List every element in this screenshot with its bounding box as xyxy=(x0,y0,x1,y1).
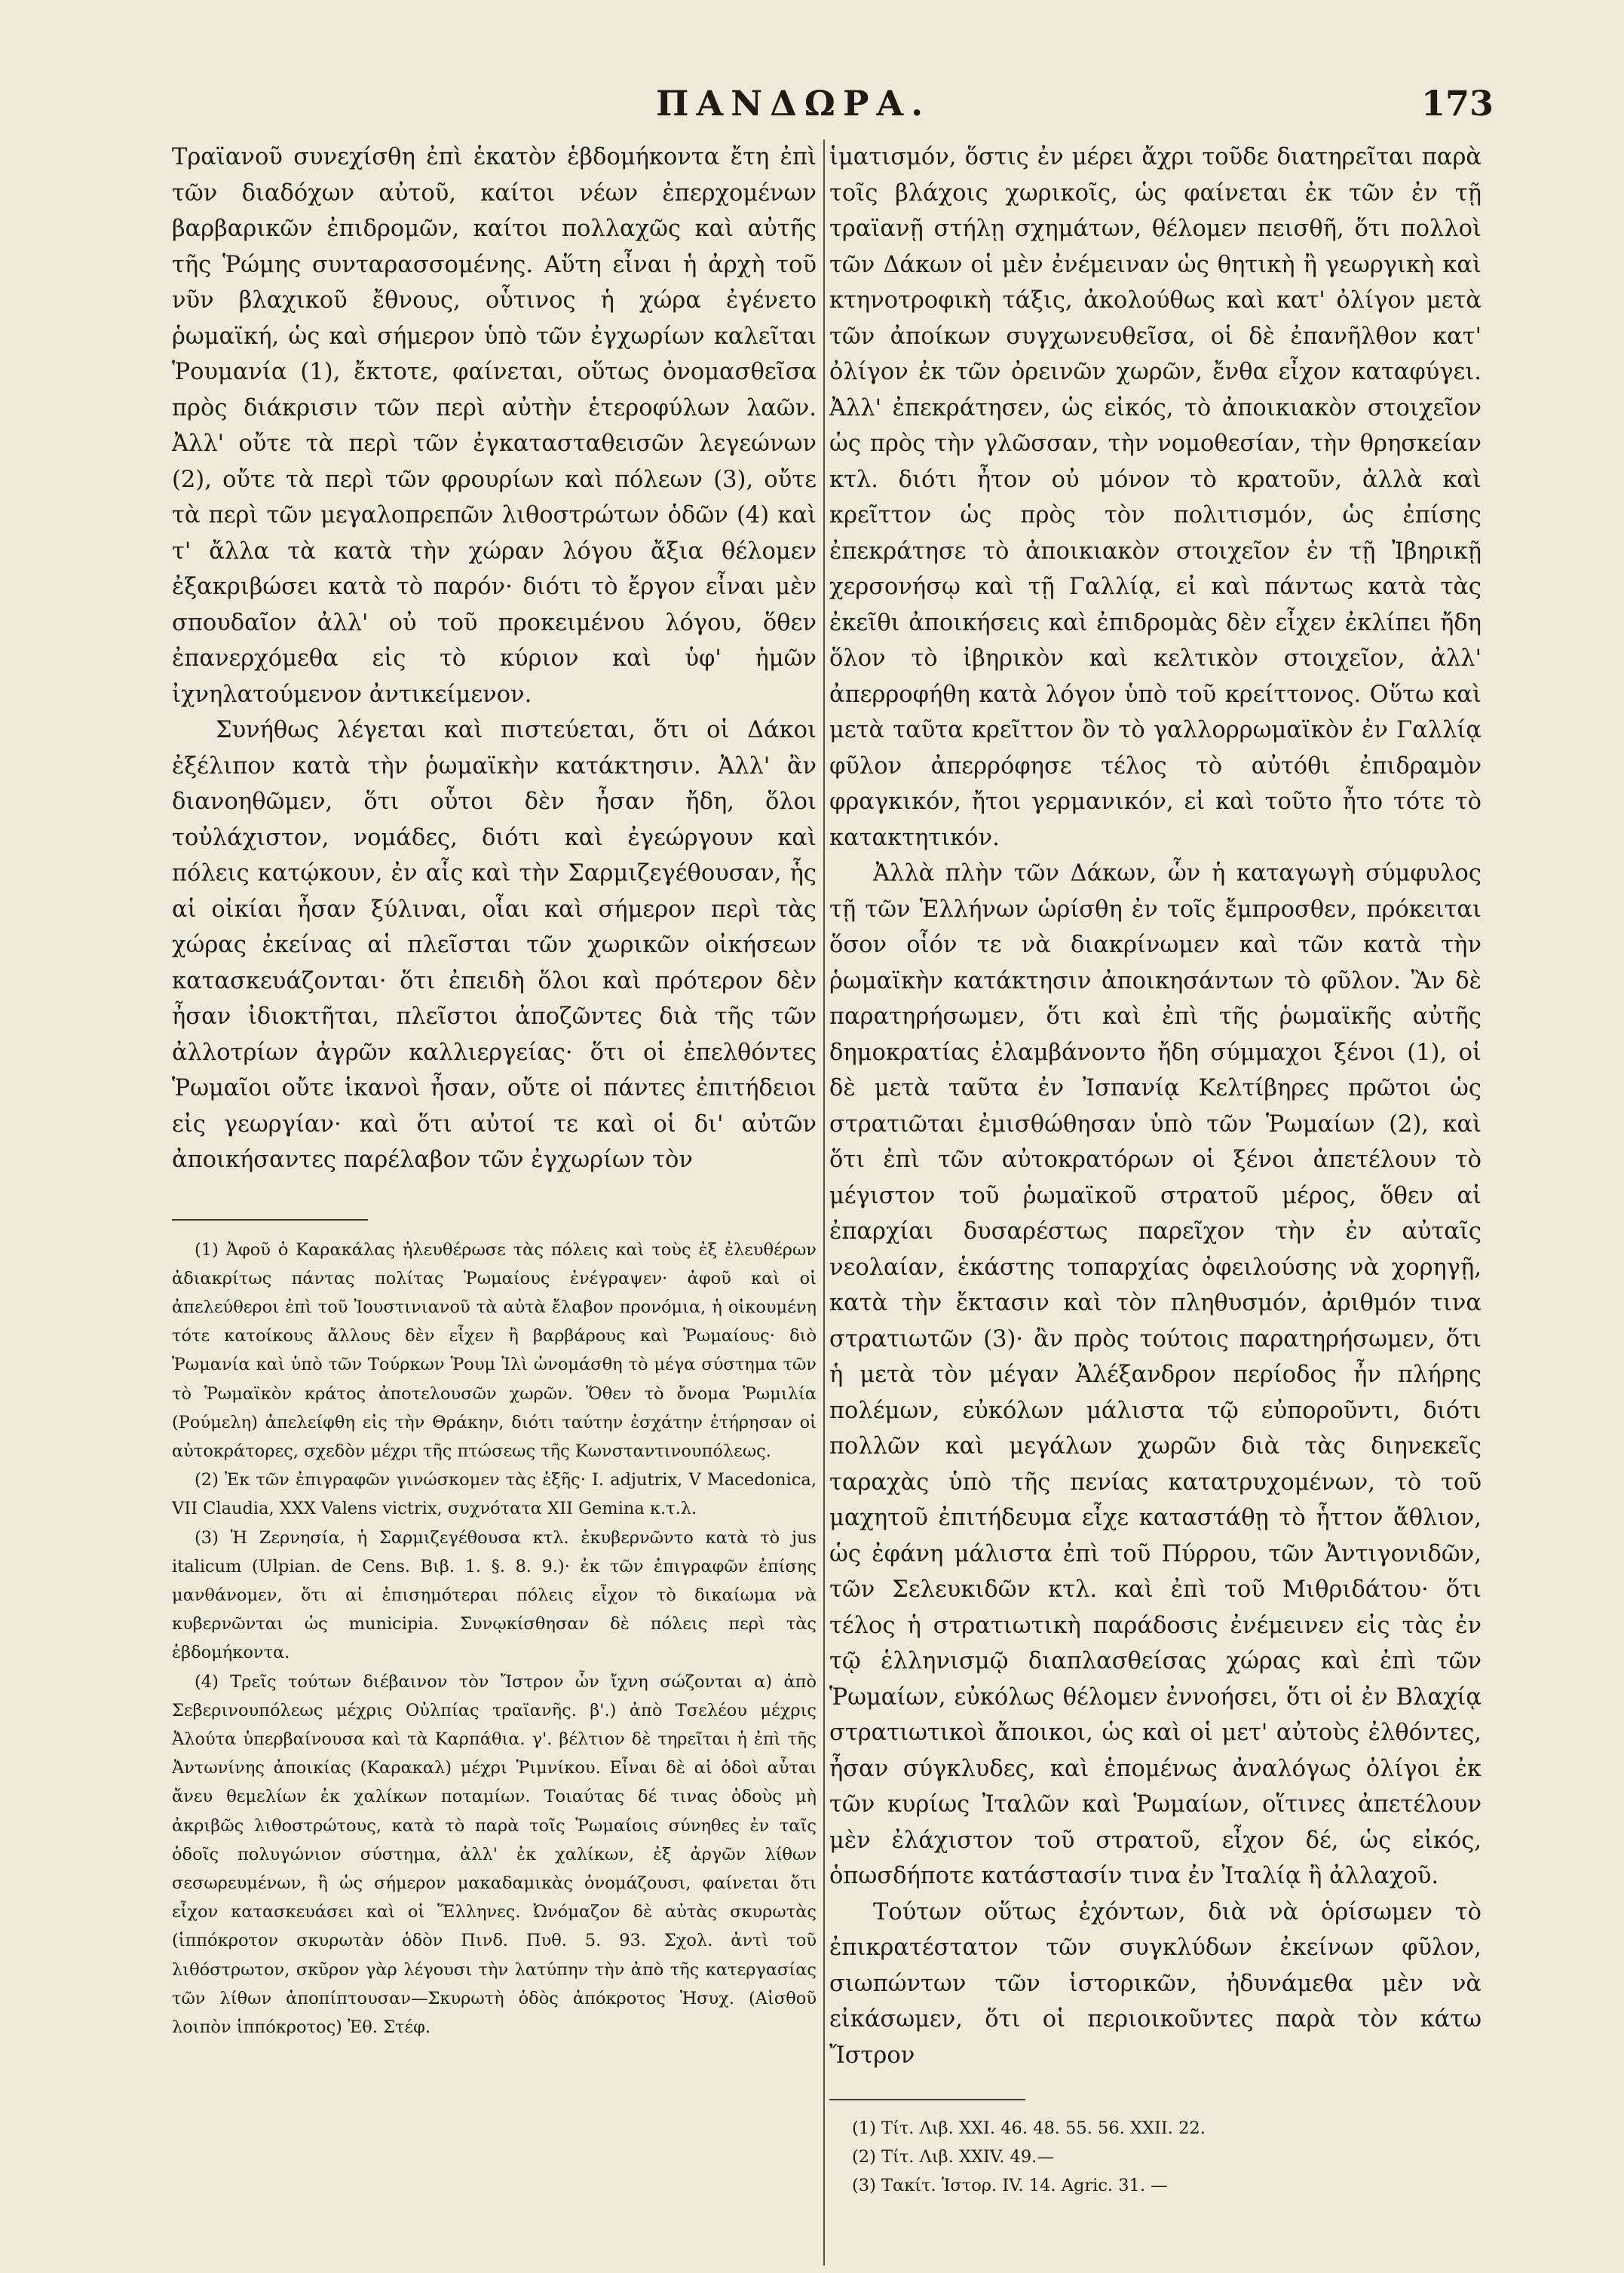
right-paragraph-3: Τούτων οὕτως ἐχόντων, διὰ νὰ ὁρίσωμεν τὸ ἐπικρατέστατον τῶν συγκλύδων ἐκείνων φῦλον, σιωπώντων τῶν ἱστορικῶν, ἠδυνάμεθα μὲν νὰ εἰκάσωμεν, ὅτι οἱ περιοικοῦντες παρὰ τὸν κάτω Ἴστρον xyxy=(829,1898,1482,2069)
page-number: 173 xyxy=(1421,83,1494,124)
footnote-left-1: (1) Ἀφοῦ ὁ Καρακάλας ἠλευθέρωσε τὰς πόλεις καὶ τοὺς ἐξ ἐλευθέρων ἀδιακρίτως πάντας πολίτας Ῥωμαίους ἐνέγραψεν· ἀφοῦ καὶ οἱ ἀπελεύθεροι ἐπὶ τοῦ Ἰουστινιανοῦ τὰ αὐτὰ ἔλαβον προνόμια, ἡ οἰκουμένη τότε κατοίκους ἄλλους δὲν εἶχεν ἢ βαρβάρους καὶ Ῥωμαίους· διὸ Ῥωμανία καὶ ὑπὸ τῶν Τούρκων Ῥουμ Ἰλὶ ὠνομάσθη τὸ μέγα σύστημα τῶν τὸ Ῥωμαϊκὸν κράτος ἀποτελουσῶν χωρῶν. Ὅθεν τὸ ὄνομα Ῥωμιλία (Ρούμελη) ἀπελείφθη εἰς τὴν Θράκην, διότι ταύτην ἐσχάτην ἐτήρησαν οἱ αὐτοκράτορες, σχεδὸν μέχρι τῆς πτώσεως τῆς Κωνσταντινουπόλεως. xyxy=(172,1239,817,1461)
footnote-right-2: (2) Τίτ. Λιβ. XXIV. 49.— xyxy=(852,2147,1054,2167)
running-head xyxy=(0,83,1624,136)
right-paragraph-1: ἱματισμόν, ὅστις ἐν μέρει ἄχρι τοῦδε διατηρεῖται παρὰ τοῖς βλάχοις χωρικοῖς, ὡς φαίνεται ἐκ τῶν ἐν τῇ τραϊανῇ στήλῃ σχημάτων, θέλομεν πεισθῆ, ὅτι πολλοὶ τῶν Δάκων οἱ μὲν ἐνέμειναν ὡς θητικὴ ἢ γεωργικὴ καὶ κτηνοτροφικὴ τάξις, ἀκολούθως καὶ κατ' ὀλίγον μετὰ τῶν ἀποίκων συγχωνευθεῖσα, οἱ δὲ ἐπανῆλθον κατ' ὀλίγον ἐκ τῶν ὀρεινῶν χωρῶν, ἔνθα εἶχον καταφύγει. Ἀλλ' ἐπεκράτησεν, ὡς εἰκός, τὸ ἀποικιακὸν στοιχεῖον ὡς πρὸς τὴν γλῶσσαν, τὴν νομοθεσίαν, τὴν θρησκείαν κτλ. διότι ἦτον οὐ μόνον τὸ κρατοῦν, ἀλλὰ καὶ κρεῖττον ὡς πρὸς τὸν πολιτισμόν, ὡς ἐπίσης ἐπεκράτησε τὸ ἀποικιακὸν στοιχεῖον ἐν τῇ Ἰβηρικῇ χερσονήσῳ καὶ τῇ Γαλλίᾳ, εἰ καὶ πάντως κατὰ τὰς ἐκεῖθι ἀποικήσεις καὶ ἐπιδρομὰς δὲν εἶχεν ἐκλίπει ἤδη ὅλον τὸ ἰβηρικὸν καὶ κελτικὸν στοιχεῖον, ἀλλ' ἀπερροφήθη κατὰ λόγον ὑπὸ τοῦ κρείττονος. Οὕτω καὶ μετὰ ταῦτα κρεῖττον ὂν τὸ γαλλορρωμαϊκὸν ἐν Γαλλίᾳ φῦλον ἀπερρόφησε τέλος τὸ αὐτόθι ἐπιδραμὸν φραγκικόν, ἤτοι γερμανικόν, εἰ καὶ τοῦτο ἦτο τότε τὸ κατακτητικόν. xyxy=(829,144,1482,851)
right-footnotes xyxy=(829,2114,1482,2201)
footnote-separator-right xyxy=(829,2099,1025,2100)
footnote-right-1: (1) Τίτ. Λιβ. XXI. 46. 48. 55. 56. XXII. 22. xyxy=(852,2118,1206,2138)
left-footnotes xyxy=(172,1236,817,2042)
left-body xyxy=(172,139,817,1178)
footnote-left-4: (4) Τρεῖς τούτων διέβαινον τὸν Ἴστρον ὧν ἴχνη σώζονται α) ἀπὸ Σεβερινουπόλεως μέχρις Οὐλπίας τραϊανῆς. β'.) ἀπὸ Τσελέου μέχρις Ἀλούτα ὑπερβαίνουσα καὶ τὰ Καρπάθια. γ'. βέλτιον δὲ τηρεῖται ἡ ἐπὶ τῆς Ἀντωνίνης ἀποικίας (Καρακαλ) μέχρι Ῥιμνίκου. Εἶναι δὲ αἱ ὁδοὶ αὗται ἄνευ θεμελίων ἐκ χαλίκων ποταμίων. Τοιαύτας δέ τινας ὁδοὺς μὴ ἀκριβῶς λιθοστρώτους, κατὰ τὸ παρὰ τοῖς Ῥωμαίοις σύνηθες ἐν ταῖς ὁδοῖς πολυγώνιον σύστημα, ἀλλ' ἐκ χαλίκων, ἐξ ἀργῶν λίθων σεσωρευμένων, ἢ ὡς σήμερον μακαδαμικὰς ὀνομάζουσι, φαίνεται ὅτι εἶχον κατασκευάσει καὶ οἱ Ἕλληνες. Ὠνόμαζον δὲ αὐτὰς σκυρωτὰς (ἱππόκροτον σκυρωτὰν ὁδὸν Πινδ. Πυθ. 5. 93. Σχολ. ἀντὶ τοῦ λιθόστρωτον, σκῦρον γὰρ λέγουσι τὴν λατύπην τὴν ἀπὸ τῆς κατεργασίας τῶν λίθων ἀποπίπτουσαν—Σκυρωτὴ ὁδὸς ἀπόκροτος Ἡσυχ. (Αἰσθοῦ λοιπὸν ἱππόκροτος) Ἐθ. Στέφ. xyxy=(172,1671,817,2037)
right-body xyxy=(829,139,1482,2073)
footnote-separator-left xyxy=(172,1219,368,1221)
footnote-left-2: (2) Ἐκ τῶν ἐπιγραφῶν γινώσκομεν τὰς ἑξῆς· I. adjutrix, V Macedonica, VII Claudia, XXX Valens victrix, συχνότατα XII Gemina κ.τ.λ. xyxy=(172,1470,817,1519)
journal-title: ΠΑΝΔΩΡΑ. xyxy=(656,83,931,124)
footnote-left-3: (3) Ἡ Ζερνησία, ἡ Σαρμιζεγέθουσα κτλ. ἐκυβερνῶντο κατὰ τὸ jus italicum (Ulpian. de Cens. Βιβ. 1. §. 8. 9.)· ἐκ τῶν ἐπιγραφῶν ἐπίσης μανθάνομεν, ὅτι αἱ ἐπισημότεραι πόλεις εἶχον τὸ δικαίωμα νὰ κυβερνῶνται ὡς municipia. Συνῳκίσθησαν δὲ πόλεις περὶ τὰς ἑβδομήκοντα. xyxy=(172,1527,817,1663)
right-column xyxy=(829,139,1482,2201)
footnote-right-3: (3) Τακίτ. Ἱστορ. IV. 14. Agric. 31. — xyxy=(852,2176,1168,2196)
right-paragraph-2: Ἀλλὰ πλὴν τῶν Δάκων, ὧν ἡ καταγωγὴ σύμφυλος τῇ τῶν Ἑλλήνων ὡρίσθη ἐν τοῖς ἔμπροσθεν, πρόκειται ὅσον οἷόν τε νὰ διακρίνωμεν καὶ τῶν κατὰ τὴν ῥωμαϊκὴν κατάκτησιν ἀποικησάντων τὸ φῦλον. Ἂν δὲ παρατηρήσωμεν, ὅτι καὶ ἐπὶ τῆς ῥωμαϊκῆς αὐτῆς δημοκρατίας ἐλαμβάνοντο ἤδη σύμμαχοι ξένοι (1), οἱ δὲ μετὰ ταῦτα ἐν Ἰσπανίᾳ Κελτίβηρες πρῶτοι ὡς στρατιῶται ἐμισθώθησαν ὑπὸ τῶν Ῥωμαίων (2), καὶ ὅτι ἐπὶ τῶν αὐτοκρατόρων οἱ ξένοι ἀπετέλουν τὸ μέγιστον τοῦ ῥωμαϊκοῦ στρατοῦ μέρος, ὅθεν αἱ ἐπαρχίαι δυσαρέστως παρεῖχον τὴν ἐν αὐταῖς νεολαίαν, ἑκάστης τοπαρχίας ὀφειλούσης νὰ χορηγῇ, κατὰ τὴν ἔκτασιν καὶ τὸν πληθυσμόν, ἀριθμόν τινα στρατιωτῶν (3)· ἂν πρὸς τούτοις παρατηρήσωμεν, ὅτι ἡ μετὰ τὸν μέγαν Ἀλέξανδρον περίοδος ἦν πλήρης πολέμων, εὐκόλων μάλιστα τῷ εὐποροῦντι, διότι πολλῶν καὶ μεγάλων χωρῶν διὰ τὰς διηνεκεῖς ταραχὰς ὑπὸ τῆς πενίας κατατρυχομένων, τὸ τοῦ μαχητοῦ ἐπιτήδευμα εἶχε καταστάθῃ τὸ ἧττον ἄθλιον, ὡς ἐφάνη μάλιστα ἐπὶ τοῦ Πύρρου, τῶν Ἀντιγονιδῶν, τῶν Σελευκιδῶν κτλ. καὶ ἐπὶ τοῦ Μιθριδάτου· ὅτι τέλος ἡ στρατιωτικὴ παράδοσις ἐνέμεινεν εἰς τὰς ἐν τῷ ἑλληνισμῷ διαπλασθείσας χώρας καὶ ἐπὶ τῶν Ῥωμαίων, εὐκόλως θέλομεν ἐννοήσει, ὅτι οἱ ἐν Βλαχίᾳ στρατιωτικοὶ ἄποικοι, ὡς καὶ οἱ μετ' αὐτοὺς ἐλθόντες, ἦσαν σύγκλυδες, καὶ ἑπομένως ἀναλόγως ὀλίγοι ἐκ τῶν κυρίως Ἰταλῶν καὶ Ῥωμαίων, οἵτινες ἀπετέλουν μὲν ἐλάχιστον τοῦ στρατοῦ, εἶχον δέ, ὡς εἰκός, ὁπωσδήποτε κατάστασίν τινα ἐν Ἰταλίᾳ ἢ ἀλλαχοῦ. xyxy=(829,860,1482,1889)
left-paragraph-2: Συνήθως λέγεται καὶ πιστεύεται, ὅτι οἱ Δάκοι ἐξέλιπον κατὰ τὴν ῥωμαϊκὴν κατάκτησιν. Ἀλλ' ἂν διανοηθῶμεν, ὅτι οὗτοι δὲν ἦσαν ἤδη, ὅλοι τοὐλάχιστον, νομάδες, διότι καὶ ἐγεώργουν καὶ πόλεις κατῴκουν, ἐν αἷς καὶ τὴν Σαρμιζεγέθουσαν, ἧς αἱ οἰκίαι ἦσαν ξύλιναι, οἷαι καὶ σήμερον περὶ τὰς χώρας ἐκείνας αἱ πλεῖσται τῶν χωρικῶν οἰκήσεων κατασκευάζονται· ὅτι ἐπειδὴ ὅλοι καὶ πρότερον δὲν ἦσαν ἰδιοκτῆται, πλεῖστοι ἀποζῶντες διὰ τῆς τῶν ἀλλοτρίων ἀγρῶν καλλιεργείας· ὅτι οἱ ἐπελθόντες Ῥωμαῖοι οὔτε ἱκανοὶ ἦσαν, οὔτε οἱ πάντες ἐπιτήδειοι εἰς γεωργίαν· καὶ ὅτι αὐτοί τε καὶ οἱ δι' αὐτῶν ἀποικήσαντες παρέλαβον τῶν ἐγχωρίων τὸν xyxy=(172,717,817,1173)
left-paragraph-1: Τραϊανοῦ συνεχίσθη ἐπὶ ἑκατὸν ἑβδομήκοντα ἔτη ἐπὶ τῶν διαδόχων αὐτοῦ, καίτοι νέων ἐπερχομένων βαρβαρικῶν ἐπιδρομῶν, καίτοι πολλαχῶς καὶ αὐτῆς τῆς Ῥώμης συνταρασσομένης. Αὕτη εἶναι ἡ ἀρχὴ τοῦ νῦν βλαχικοῦ ἔθνους, οὗτινος ἡ χώρα ἐγένετο ῥωμαϊκή, ὡς καὶ σήμερον ὑπὸ τῶν ἐγχωρίων καλεῖται Ῥουμανία (1), ἔκτοτε, φαίνεται, οὕτως ὀνομασθεῖσα πρὸς διάκρισιν τῶν περὶ αὐτὴν ἑτεροφύλων λαῶν. Ἀλλ' οὔτε τὰ περὶ τῶν ἐγκατασταθεισῶν λεγεώνων (2), οὔτε τὰ περὶ τῶν φρουρίων καὶ πόλεων (3), οὔτε τὰ περὶ τῶν μεγαλοπρεπῶν λιθοστρώτων ὁδῶν (4) καὶ τ' ἄλλα τὰ κατὰ τὴν χώραν λόγου ἄξια θέλομεν ἐξακριβώσει κατὰ τὸ παρόν· διότι τὸ ἔργον εἶναι μὲν σπουδαῖον ἀλλ' οὐ τοῦ προκειμένου λόγου, ὅθεν ἐπανερχόμεθα εἰς τὸ κύριον καὶ ὑφ' ἡμῶν ἰχνηλατούμενον ἀντικείμενον. xyxy=(172,144,817,708)
column-divider xyxy=(823,139,825,2265)
left-column xyxy=(172,139,817,2042)
